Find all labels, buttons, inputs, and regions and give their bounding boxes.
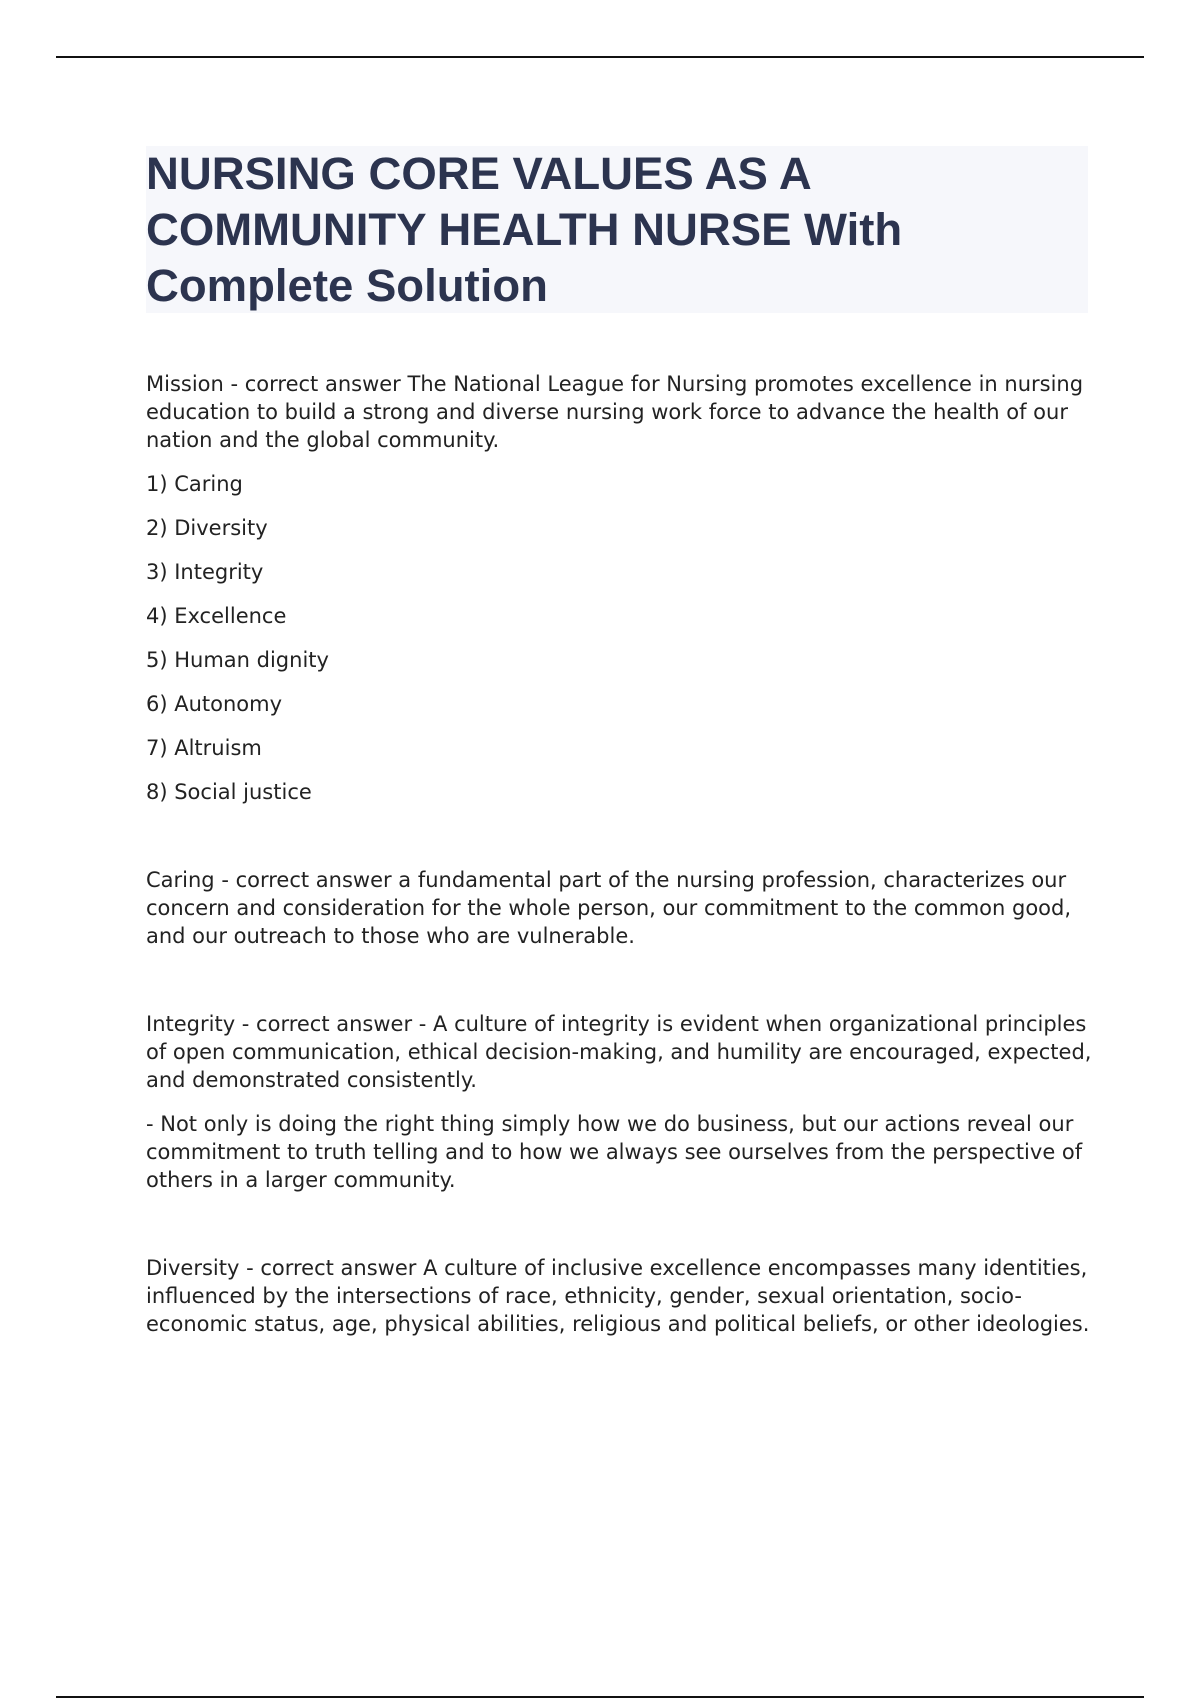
list-item: 3) Integrity [146, 560, 264, 584]
list-item: 4) Excellence [146, 604, 287, 628]
integrity-paragraph-continued: - Not only is doing the right thing simply how we do business, but our actions reveal our commitment to truth telling and to how we always see ourselves from the perspective of others in a larger community. [146, 1112, 1083, 1192]
list-item: 5) Human dignity [146, 648, 329, 672]
list-item: 8) Social justice [146, 780, 312, 804]
bottom-divider [56, 1696, 1144, 1698]
core-values-list [146, 470, 1096, 806]
title-banner [146, 146, 1088, 313]
top-divider [56, 56, 1144, 58]
caring-paragraph: Caring - correct answer a fundamental part of the nursing profession, characterizes our concern and consideration for the whole person, our commitment to the common good, and our outreach to those who are vulnerable. [146, 868, 1072, 948]
list-item: 2) Diversity [146, 516, 268, 540]
diversity-paragraph: Diversity - correct answer A culture of inclusive excellence encompasses many identities, influenced by the intersections of race, ethnicity, gender, sexual orientation, socio-economic status, age, physical abilities, religious and political beliefs, or other ideologies. [146, 1256, 1090, 1336]
integrity-paragraph: Integrity - correct answer - A culture of integrity is evident when organizational principles of open communication, ethical decision-making, and humility are encouraged, expected, and demonstrated consistently. [146, 1012, 1092, 1092]
section-spacer [146, 1210, 1096, 1254]
section-spacer [146, 966, 1096, 1010]
list-item: 1) Caring [146, 472, 243, 496]
section-spacer [146, 822, 1096, 866]
page-title: NURSING CORE VALUES AS A COMMUNITY HEALTH NURSE With Complete Solution [146, 148, 903, 311]
document-body [146, 370, 1096, 1354]
list-item: 7) Altruism [146, 736, 262, 760]
list-item: 6) Autonomy [146, 692, 283, 716]
mission-paragraph: Mission - correct answer The National League for Nursing promotes excellence in nursing education to build a strong and diverse nursing work force to advance the health of our nation and the global community. [146, 372, 1084, 452]
